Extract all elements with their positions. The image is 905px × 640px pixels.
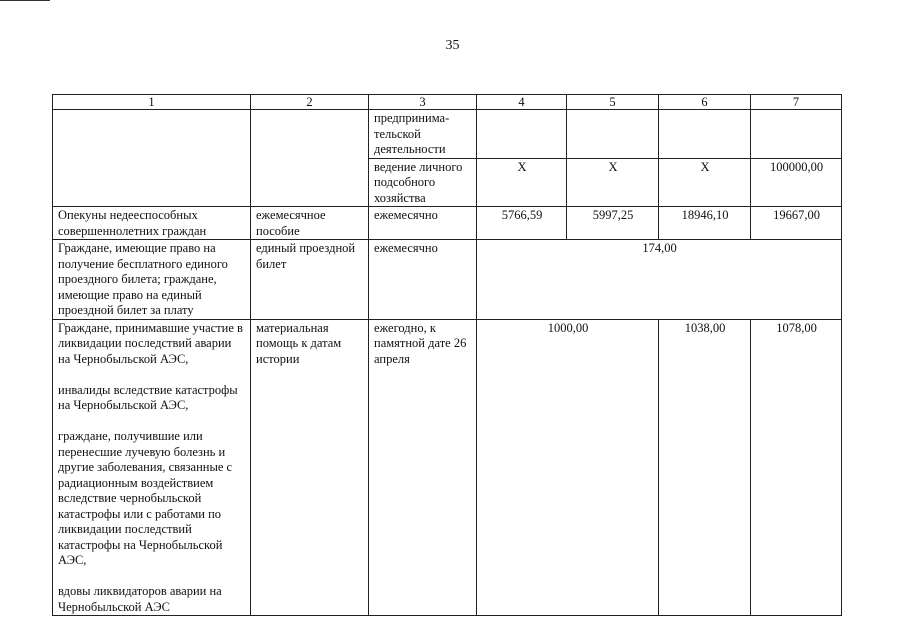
header-cell: 1 bbox=[53, 95, 251, 110]
header-cell: 2 bbox=[251, 95, 369, 110]
category-item: вдовы ликвидаторов аварии на Чернобыльской АЭС bbox=[58, 584, 222, 614]
cell-value-merged: 1000,00 bbox=[477, 319, 659, 616]
cell-value: 18946,10 bbox=[659, 207, 751, 240]
cell-frequency: ежегодно, к памятной дате 26 апреля bbox=[369, 319, 477, 616]
cell-value: 5766,59 bbox=[477, 207, 567, 240]
header-cell: 5 bbox=[567, 95, 659, 110]
header-cell: 4 bbox=[477, 95, 567, 110]
cell-benefit-type: единый проездной билет bbox=[251, 240, 369, 320]
table-header-row bbox=[53, 95, 842, 110]
cell-value: 1078,00 bbox=[751, 319, 842, 616]
cell-activity-household: ведение личного подсобного хозяйства bbox=[369, 158, 477, 207]
cell-value: Х bbox=[567, 158, 659, 207]
empty-cell bbox=[659, 110, 751, 159]
table-row bbox=[53, 207, 842, 240]
cell-value-merged: 174,00 bbox=[477, 240, 842, 320]
cell-frequency: ежемесячно bbox=[369, 207, 477, 240]
cell-activity-entrepreneurial: предпринима-тельской деятельности bbox=[369, 110, 477, 159]
table-row bbox=[53, 319, 842, 616]
category-item: Граждане, принимавшие участие в ликвидации последствий аварии на Чернобыльской АЭС, bbox=[58, 320, 243, 366]
cell-value: 19667,00 bbox=[751, 207, 842, 240]
empty-cell bbox=[751, 110, 842, 159]
page-number: 35 bbox=[445, 38, 460, 53]
cell-benefit-type: материальная помощь к датам истории bbox=[251, 319, 369, 616]
header-cell: 3 bbox=[369, 95, 477, 110]
cell-frequency: ежемесячно bbox=[369, 240, 477, 320]
empty-cell bbox=[251, 110, 369, 207]
empty-cell bbox=[53, 110, 251, 207]
header-cell: 6 bbox=[659, 95, 751, 110]
cell-category: Граждане, имеющие право на получение бесплатного единого проездного билета; граждане, имеющие право на единый проездной билет за плату bbox=[53, 240, 251, 320]
cell-value: 5997,25 bbox=[567, 207, 659, 240]
table-row bbox=[53, 110, 842, 159]
header-cell: 7 bbox=[751, 95, 842, 110]
cell-category bbox=[53, 319, 251, 616]
scan-corner-mark bbox=[0, 0, 50, 1]
cell-benefit-type: ежемесячное пособие bbox=[251, 207, 369, 240]
cell-category: Опекуны недееспособных совершеннолетних граждан bbox=[53, 207, 251, 240]
benefits-table bbox=[52, 94, 842, 616]
category-item: инвалиды вследствие катастрофы на Чернобыльской АЭС, bbox=[58, 382, 238, 412]
cell-value: Х bbox=[659, 158, 751, 207]
cell-value: Х bbox=[477, 158, 567, 207]
category-item: граждане, получившие или перенесшие лучевую болезнь и другие заболевания, связанные с радиационным воздействием вследствие чернобыльской катастрофы или с работами по ликвидации последствий катастрофы на Чернобыльской АЭС, bbox=[58, 429, 233, 567]
empty-cell bbox=[477, 110, 567, 159]
cell-value: 100000,00 bbox=[751, 158, 842, 207]
cell-value: 1038,00 bbox=[659, 319, 751, 616]
table-row bbox=[53, 240, 842, 320]
empty-cell bbox=[567, 110, 659, 159]
